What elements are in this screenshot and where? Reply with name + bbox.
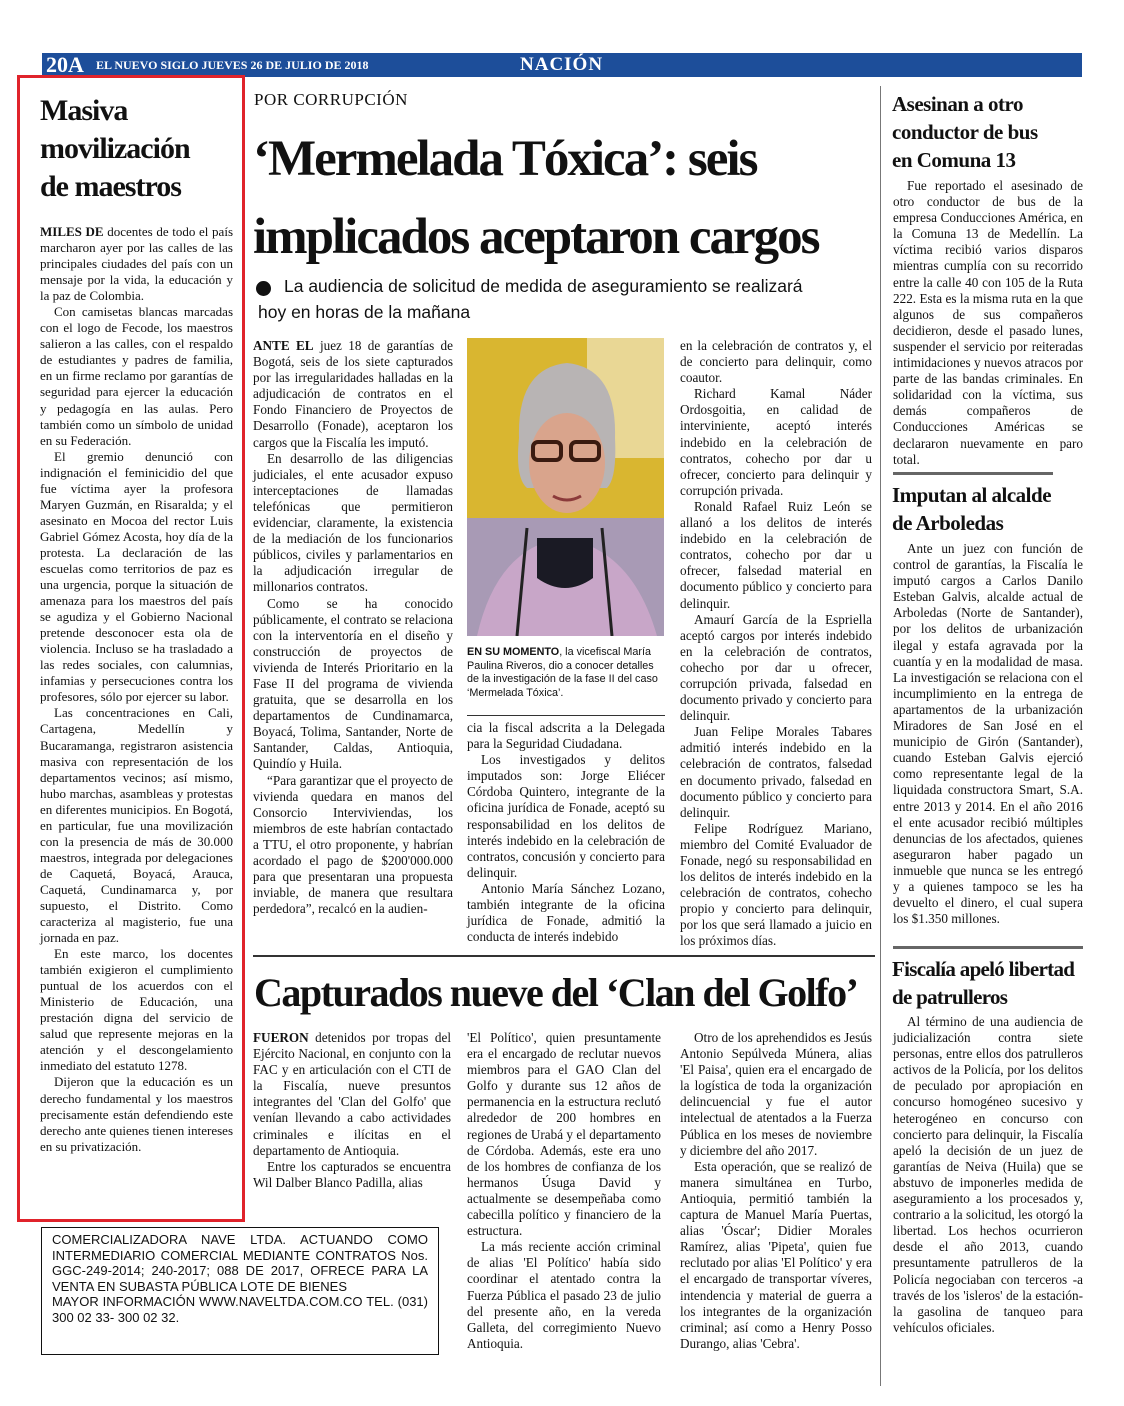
lead-in: FUERON: [253, 1030, 309, 1045]
clan-col-1: [253, 1030, 451, 1191]
right-story-2-title: [892, 481, 1082, 537]
paragraph: Con camisetas blancas marcadas con el logo de Fecode, los maestros salieron a las calles, con el respaldo de estudiantes y padres de familia, en un firme reclamo por garantías de seguridad para ejercer la educación y pedagogía en las aulas. Pero también como un símbolo de unidad en su Federación.: [40, 304, 233, 448]
paragraph: Ante un juez con función de control de garantías, la Fiscalía le imputó cargos a Carlos Danilo Esteban Galvis, alcalde actual de Arboledas (Norte de Santander), por los delitos de urbanización ilegal y estafa agravada por la cuantía y en la modalidad de masa. La investigación se relaciona con el incumplimiento en la entrega de apartamentos de la urbanización Miradores de San José en el municipio de Girón (Santander), cuando Esteban Galvis ejerció como representante legal de la liquidada constructora Smart, S.A. entre 2013 y 2014. En el año 2016 el ente acusador recibió múltiples denuncias de los afectados, quienes aseguraron haber pagado un inmueble que nunca se les entregó y a quienes tampoco se les ha devuelto el dinero, el cual supera los $1.350 millones.: [893, 541, 1083, 927]
paragraph: 'El Político', quien presuntamente era el encargado de reclutar nuevos miembros para el GAO Clan del Golfo y durante sus 12 años de permanencia en la estructura reclutó alrededor de 200 hombres en regiones de Urabá y el departamento de Córdoba. Además, este era uno de los hombres de confianza de los hermanos Úsuga David y actualmente se desempeñaba como cabecilla político y financiero de la estructura.: [467, 1030, 661, 1239]
caption-lead: EN SU MOMENTO: [467, 646, 560, 658]
right-story-3-title: [892, 955, 1087, 1011]
title-line: en Comuna 13: [892, 148, 1016, 172]
section-name: NACIÓN: [520, 54, 604, 75]
right-story-1-title: [892, 90, 1082, 174]
paragraph: Otro de los aprehendidos es Jesús Antonio Sepúlveda Múnera, alias 'El Paisa', quien era el encargado de la logística de toda la organización delincuencial y fue el autor intelectual de atentados a la Fuerza Pública en los meses de noviembre y diciembre del año 2017.: [680, 1030, 872, 1158]
ad-contact: MAYOR INFORMACIÓN WWW.NAVELTDA.COM.CO TEL. (031) 300 02 33- 300 02 32.: [52, 1294, 428, 1325]
paragraph-text: docentes de todo el país marcharon ayer por las calles de las principales ciudades del país con un mensaje por la vida, la educación y la paz de Colombia.: [40, 224, 233, 304]
right-story-1-body: [893, 178, 1083, 468]
right-divider-1: [893, 472, 1053, 475]
vicefiscal-photo: [467, 338, 664, 636]
paragraph: Amaurí García de la Espriella aceptó cargos por interés indebido en la celebración de contratos, cohecho por dar u ofrecer, corrupción privada, falsedad en documento privado y concierto para delinquir.: [680, 611, 872, 724]
summary-line: La audiencia de solicitud de medida de aseguramiento se realizará: [284, 276, 803, 296]
paragraph: Felipe Rodríguez Mariano, miembro del Comité Evaluador de Fonade, negó su responsabilidad en los delitos de interés indebido en la celebración de contratos, cohecho propio y concierto para delinquir, por los que será llamado a juicio en los próximos días.: [680, 820, 872, 949]
lead-in: MILES DE: [40, 224, 104, 239]
clan-col-3: [680, 1030, 872, 1352]
paragraph: La más reciente acción criminal de alias 'El Político' había sido coordinar el atentado contra la Fuerza Pública el pasado 23 de julio del presente año, en la vereda Galleta, del corregimiento Nuevo Antioquia.: [467, 1239, 661, 1351]
clan-col-2: [467, 1030, 661, 1352]
paper-date: EL NUEVO SIGLO JUEVES 26 DE JULIO DE 2018: [96, 58, 369, 72]
paragraph: Entre los capturados se encuentra Wil Dalber Blanco Padilla, alias: [253, 1158, 451, 1190]
paragraph: Fue reportado el asesinado de otro conductor de bus de la empresa Conducciones América, en la Comuna 13 de Medellín. La víctima recibió varios disparos mientras cumplía con su recorrido entre la calle 40 con 105 de la Ruta 222. Esta es la misma ruta en la que algunos de sus compañeros decidieron, desde el pasado lunes, suspender el servicio por reiteradas intimidaciones y nuevos atracos por parte de las bandas criminales. En solidaridad con la víctima, sus demás compañeros de Conducciones Américas se declararon nuevamente en paro total.: [893, 178, 1083, 467]
paragraph: En desarrollo de las diligencias judiciales, el ente acusador expuso interceptaciones de llamadas telefónicas que permitieron evidenciar, claramente, la existencia de la mediación de los funcionarios públicos, civiles y parlamentarios en la adjudicación irregular de millonarios contratos.: [253, 450, 453, 595]
right-story-3-body: [893, 1014, 1083, 1336]
lead-in: ANTE EL: [253, 338, 314, 353]
paragraph: Como se ha conocido públicamente, el contrato se relaciona con la interventoría en el diseño y construcción de proyectos de vivienda de Interés Prioritario en la Fase II del programa de vivienda gratuita, que se desarrolla en los departamentos de Cundinamarca, Boyacá, Tolima, Santander, Norte de Santander, Caldas, Antioquia, Quindío y Huila.: [253, 595, 453, 772]
column-divider: [880, 86, 881, 1386]
caption-divider: [467, 715, 665, 716]
page-header-band: [42, 53, 1082, 77]
right-story-2-body: [893, 541, 1083, 927]
paragraph: Antonio María Sánchez Lozano, también integrante de la oficina jurídica de Fonade, admitió la conducta de interés indebido: [467, 880, 665, 945]
paragraph: Ronald Rafael Ruiz León se allanó a los delitos de interés indebido en la celebración de contratos, cohecho por dar u ofrecer, falsedad material en documento público y concierto para delinquir.: [680, 498, 872, 611]
title-line: conductor de bus: [892, 120, 1038, 144]
photo-caption: [467, 646, 665, 700]
paragraph: “Para garantizar que el proyecto de vivienda quedara en manos del Consorcio Interviviendas, los miembros de este habrían contactado a TTU, el otro proponente, y habrían acordado el pago de $200'000.000 para que presentaran una propuesta inviable, de manera que resultara perdedora”, recalcó en la audien-: [253, 772, 453, 917]
left-title-line: de maestros: [40, 170, 181, 203]
paragraph: Richard Kamal Náder Ordosgoitia, en calidad de interviniente, aceptó interés indebido en la celebración de contratos, cohecho por dar u ofrecer, concierto para delinquir y corrupción privada.: [680, 386, 872, 498]
title-line: Asesinan a otro: [892, 92, 1023, 116]
title-line: de Arboledas: [892, 511, 1004, 535]
ad-text: COMERCIALIZADORA NAVE LTDA. ACTUANDO COMO INTERMEDIARIO COMERCIAL MEDIANTE CONTRATOS Nos. GGC-249-2014; 240-2017; 088 DE 2017, OFRECE PARA LA VENTA EN SUBASTA PÚBLICA LOTE DE BIENES: [52, 1232, 428, 1294]
left-title-line: Masiva: [40, 94, 128, 127]
paragraph-text: juez 18 de garantías de Bogotá, seis de los siete capturados por las irregularidades halladas en la adjudicación de contratos en el Fondo Financiero de Proyectos de Desarrollo (Fonade), aceptaron los cargos que la Fiscalía les imputó.: [253, 338, 453, 450]
main-headline-line: implicados aceptaron cargos: [253, 209, 819, 265]
paragraph: Al término de una audiencia de judicialización contra siete personas, entre ellos dos patrulleros activos de la Policía, por los delitos de peculado por apropiación en concurso homogéneo sucesivo y heterogéneo en concurso con concierto para delinquir, la Fiscalía apeló la decisión de un juez de garantías de Neiva (Huila) que se abstuvo de imponerles medida de aseguramiento a los procesados y, contrario a la solicitud, les otorgó la libertad. Los hechos ocurrieron desde el año 2013, cuando presuntamente patrulleros de la Policía negociaban con terceros -a través de los 'isleros' de la estación- la gasolina de tanqueo para vehículos oficiales.: [893, 1014, 1083, 1335]
left-story-body: [40, 224, 233, 1155]
main-kicker: POR CORRUPCIÓN: [254, 90, 408, 109]
paragraph: [40, 224, 233, 304]
paragraph: [253, 338, 453, 451]
caption-text: , la vicefiscal María Paulina Riveros, dio a conocer detalles de la investigación de la fase II del caso ‘Mermelada Tóxica’.: [467, 646, 658, 699]
paragraph: Los investigados y delitos imputados son: Jorge Eliécer Córdoba Quintero, integrante de la oficina jurídica de Fonade, aceptó su responsabilidad en los delitos de interés indebido en la celebración de contratos, concusión y concierto para delinquir.: [467, 752, 665, 880]
paragraph: Las concentraciones en Cali, Cartagena, Medellín y Bucaramanga, registraron asistencia masiva con representación de los departamentos vecinos; así mismo, hubo marchas, asambleas y protestas en diferentes municipios. En Bogotá, en particular, fue una movilización con la presencia de más de 30.000 maestros, integrada por delegaciones de Caquetá, Boyacá, Arauca, Caquetá, Cundinamarca y, por supuesto, el Distrito. Como caracteriza al magisterio, fue una jornada en paz.: [40, 705, 233, 946]
story-divider: [253, 955, 875, 957]
paragraph-text: detenidos por tropas del Ejército Nacional, en conjunto con la FAC y en articulación con el CTI de la Fiscalía, nueve presuntos integrantes del 'Clan del Golfo' que venían llevando a cabo actividades criminales e ilícitas en el departamento de Antioquia.: [253, 1030, 451, 1158]
paragraph: Esta operación, que se realizó de manera simultánea en Turbo, Antioquia, permitió también la captura de Manuel María Puertas, alias 'Óscar'; Didier Morales Ramírez, alias 'Pipeta', quien fue reclutado por alias 'El Político' y era el encargado de transportar víveres, intendencia y material de guerra a los integrantes de la organización criminal; así como a Henry Posso Durango, alias 'Cebra'.: [680, 1158, 872, 1351]
paragraph: [253, 1030, 451, 1159]
title-line: Imputan al alcalde: [892, 483, 1052, 507]
main-headline: [253, 120, 873, 276]
paragraph: Dijeron que la educación es un derecho fundamental y los maestros precisamente están defendiendo este derecho ante quienes tienen intereses en su privatización.: [40, 1074, 233, 1154]
paragraph: cia la fiscal adscrita a la Delegada para la Seguridad Ciudadana.: [467, 720, 665, 752]
clan-headline: Capturados nueve del ‘Clan del Golfo’: [254, 970, 858, 1015]
classified-ad: [41, 1227, 439, 1355]
paragraph: en la celebración de contratos y, el de concierto para delinquir, como coautor.: [680, 338, 872, 386]
main-headline-line: ‘Mermelada Tóxica’: seis: [253, 131, 757, 187]
main-col-3: [680, 338, 872, 950]
main-summary: [258, 273, 858, 325]
right-divider-2: [893, 946, 1083, 949]
paragraph: El gremio denunció con indignación el feminicidio del que fue víctima ayer la profesora Maryen Guzmán, en Risaralda; y el asesinato en Mocoa del rector Luis Gabriel Gómez Acosta, hoy día de la protesta. La declaración de las escuelas como territorios de paz es una urgencia, porque la situación de amenaza para los maestros del país se agudiza y el Gobierno Nacional pretende desconocer esta ola de violencia. Incluso se ha trasladado a las redes sociales, con calumnias, infamias y persecuciones contra los profesores, sólo por ejercer su labor.: [40, 448, 233, 705]
title-line: Fiscalía apeló libertad: [892, 957, 1075, 981]
left-story-title: [40, 92, 240, 206]
main-col-2: [467, 720, 665, 945]
title-line: de patrulleros: [892, 985, 1008, 1009]
main-col-1: [253, 338, 453, 917]
paragraph: Juan Felipe Morales Tabares admitió interés indebido en la celebración de contratos, falsedad en documento privado, falsedad en documento público y concierto para delinquir.: [680, 724, 872, 820]
summary-line: hoy en horas de la mañana: [258, 302, 471, 322]
page-number: 20A: [46, 52, 84, 77]
paragraph: En este marco, los docentes también exigieron el cumplimiento puntual de los acuerdos con el Ministerio de Educación, una prestación digna del servicio de salud que represente mejoras en la atención y el descongelamiento inmediato del estatuto 1278.: [40, 946, 233, 1074]
left-title-line: movilización: [40, 132, 190, 165]
